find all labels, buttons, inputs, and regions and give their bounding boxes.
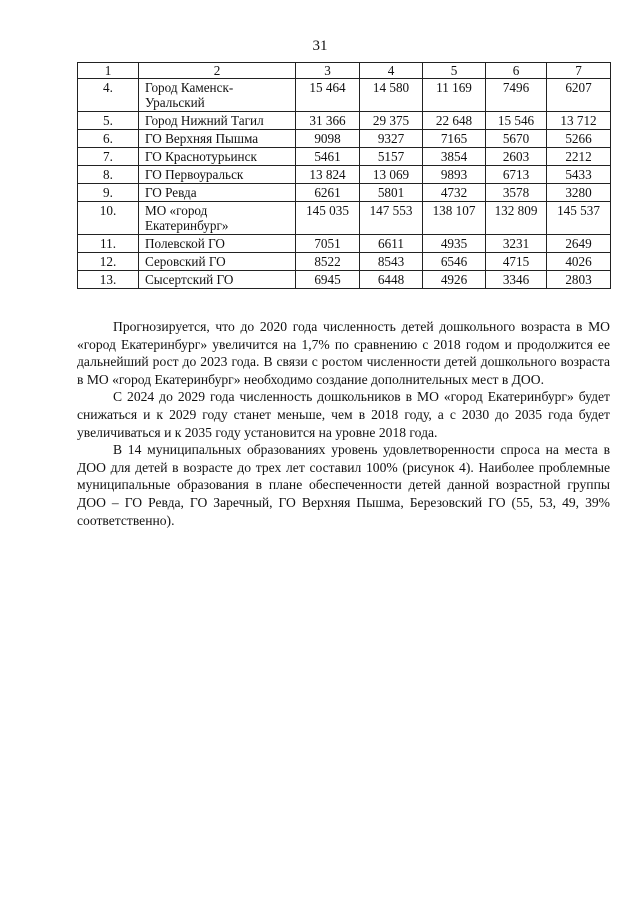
data-table xyxy=(77,62,611,289)
value-cell: 6261 xyxy=(296,184,360,202)
value-cell: 138 107 xyxy=(423,202,486,235)
value-cell: 6945 xyxy=(296,271,360,289)
table-row xyxy=(78,253,611,271)
table-row xyxy=(78,130,611,148)
municipality-name: ГО Краснотурьинск xyxy=(139,148,296,166)
header-cell: 1 xyxy=(78,63,139,79)
value-cell: 7051 xyxy=(296,235,360,253)
header-cell: 2 xyxy=(139,63,296,79)
header-cell: 3 xyxy=(296,63,360,79)
row-number: 4. xyxy=(78,79,139,112)
value-cell: 7496 xyxy=(486,79,547,112)
municipality-name: Город Нижний Тагил xyxy=(139,112,296,130)
value-cell: 11 169 xyxy=(423,79,486,112)
value-cell: 6546 xyxy=(423,253,486,271)
value-cell: 4926 xyxy=(423,271,486,289)
table-row xyxy=(78,166,611,184)
value-cell: 14 580 xyxy=(360,79,423,112)
table-row xyxy=(78,202,611,235)
table-row xyxy=(78,79,611,112)
value-cell: 6448 xyxy=(360,271,423,289)
value-cell: 15 546 xyxy=(486,112,547,130)
value-cell: 6207 xyxy=(547,79,611,112)
municipality-name: ГО Верхняя Пышма xyxy=(139,130,296,148)
value-cell: 145 537 xyxy=(547,202,611,235)
value-cell: 145 035 xyxy=(296,202,360,235)
row-number: 9. xyxy=(78,184,139,202)
table-row xyxy=(78,112,611,130)
value-cell: 4026 xyxy=(547,253,611,271)
table-header-row xyxy=(78,63,611,79)
row-number: 6. xyxy=(78,130,139,148)
municipality-name: Полевской ГО xyxy=(139,235,296,253)
municipality-name: ГО Первоуральск xyxy=(139,166,296,184)
row-number: 7. xyxy=(78,148,139,166)
value-cell: 31 366 xyxy=(296,112,360,130)
value-cell: 7165 xyxy=(423,130,486,148)
row-number: 10. xyxy=(78,202,139,235)
value-cell: 5461 xyxy=(296,148,360,166)
table-row xyxy=(78,148,611,166)
table-row xyxy=(78,235,611,253)
value-cell: 29 375 xyxy=(360,112,423,130)
paragraph: Прогнозируется, что до 2020 года численность детей дошкольного возраста в МО «город Екатеринбург» увеличится на 1,7% по сравнению с 2018 годом и продолжится ее дальнейший рост до 2023 года. В связи с ростом численности детей дошкольного возраста в МО «город Екатеринбург» необходимо создание дополнительных мест в ДОО. xyxy=(77,319,610,387)
value-cell: 9098 xyxy=(296,130,360,148)
municipality-name: Серовский ГО xyxy=(139,253,296,271)
value-cell: 147 553 xyxy=(360,202,423,235)
value-cell: 4732 xyxy=(423,184,486,202)
value-cell: 3346 xyxy=(486,271,547,289)
value-cell: 15 464 xyxy=(296,79,360,112)
value-cell: 5801 xyxy=(360,184,423,202)
value-cell: 6713 xyxy=(486,166,547,184)
table-row xyxy=(78,271,611,289)
row-number: 11. xyxy=(78,235,139,253)
value-cell: 8543 xyxy=(360,253,423,271)
value-cell: 8522 xyxy=(296,253,360,271)
value-cell: 2649 xyxy=(547,235,611,253)
value-cell: 5433 xyxy=(547,166,611,184)
table-row xyxy=(78,184,611,202)
page-number: 31 xyxy=(312,38,328,54)
value-cell: 3231 xyxy=(486,235,547,253)
value-cell: 3280 xyxy=(547,184,611,202)
row-number: 13. xyxy=(78,271,139,289)
value-cell: 2603 xyxy=(486,148,547,166)
municipality-name: Сысертский ГО xyxy=(139,271,296,289)
header-cell: 6 xyxy=(486,63,547,79)
header-cell: 7 xyxy=(547,63,611,79)
value-cell: 13 712 xyxy=(547,112,611,130)
value-cell: 22 648 xyxy=(423,112,486,130)
value-cell: 4935 xyxy=(423,235,486,253)
row-number: 8. xyxy=(78,166,139,184)
value-cell: 3578 xyxy=(486,184,547,202)
value-cell: 6611 xyxy=(360,235,423,253)
value-cell: 5670 xyxy=(486,130,547,148)
value-cell: 9327 xyxy=(360,130,423,148)
header-cell: 5 xyxy=(423,63,486,79)
value-cell: 13 069 xyxy=(360,166,423,184)
value-cell: 132 809 xyxy=(486,202,547,235)
value-cell: 4715 xyxy=(486,253,547,271)
value-cell: 9893 xyxy=(423,166,486,184)
municipality-name: Город Каменск-Уральский xyxy=(139,79,296,112)
municipality-name: МО «город Екатеринбург» xyxy=(139,202,296,235)
body-text xyxy=(77,318,610,529)
value-cell: 5157 xyxy=(360,148,423,166)
value-cell: 2212 xyxy=(547,148,611,166)
paragraph: С 2024 до 2029 года численность дошкольников в МО «город Екатеринбург» будет снижаться и к 2029 году станет меньше, чем в 2018 году, а с 2030 до 2035 года будет увеличиваться и к 2035 году установится на уровне 2018 года. xyxy=(77,389,610,440)
value-cell: 13 824 xyxy=(296,166,360,184)
paragraph: В 14 муниципальных образованиях уровень удовлетворенности спроса на места в ДОО для детей в возрасте до трех лет составил 100% (рисунок 4). Наиболее проблемные муниципальные образования в плане обеспеченности детей данной возрастной группы ДОО – ГО Ревда, ГО Заречный, ГО Верхняя Пышма, Березовский ГО (55, 53, 49, 39% соответственно). xyxy=(77,442,610,528)
value-cell: 3854 xyxy=(423,148,486,166)
row-number: 5. xyxy=(78,112,139,130)
value-cell: 2803 xyxy=(547,271,611,289)
header-cell: 4 xyxy=(360,63,423,79)
value-cell: 5266 xyxy=(547,130,611,148)
municipality-name: ГО Ревда xyxy=(139,184,296,202)
row-number: 12. xyxy=(78,253,139,271)
